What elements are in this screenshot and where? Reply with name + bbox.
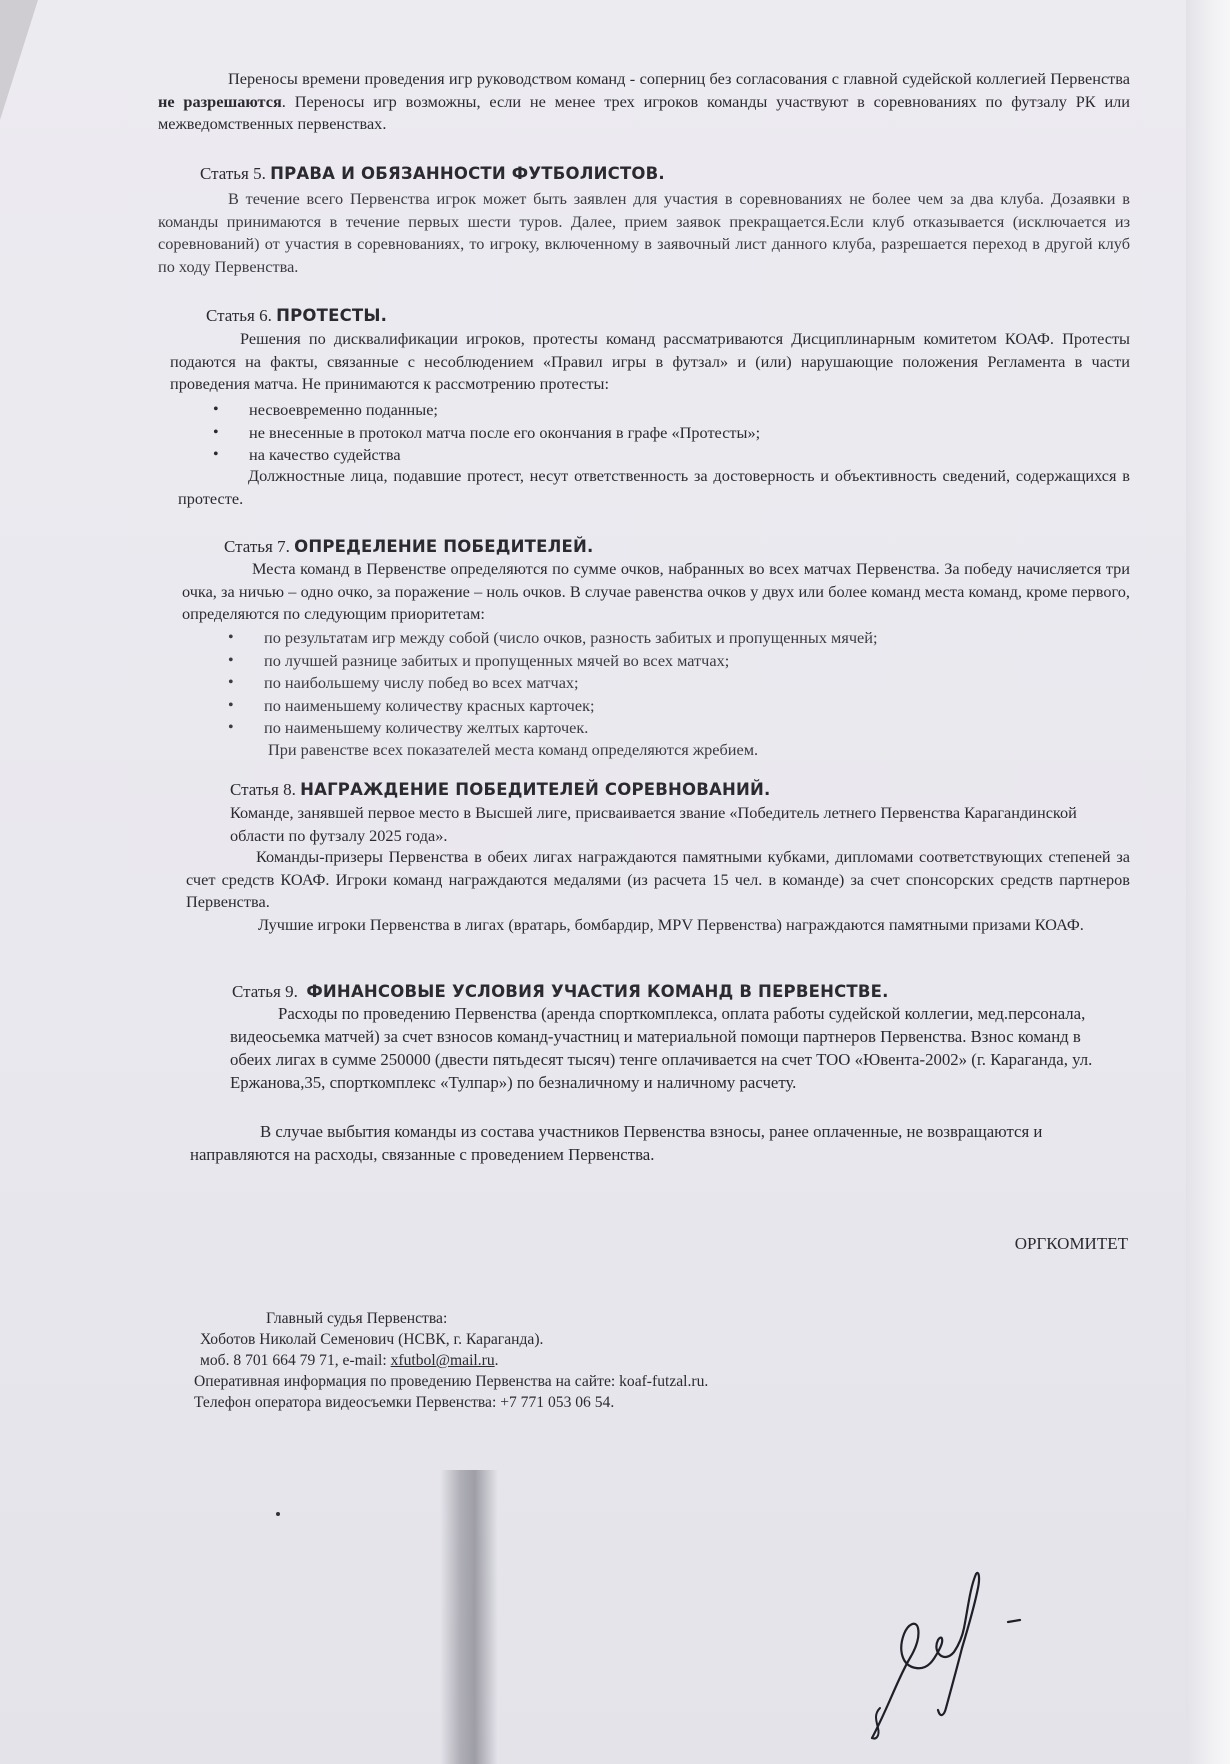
article-6-after: [178, 465, 1130, 510]
email-link[interactable]: xfutbol@mail.ru: [390, 1352, 495, 1369]
list-item: • по наименьшему количеству желтых карточек.: [228, 717, 1108, 740]
judge-phone: [194, 1350, 994, 1371]
article-6-after-text: Должностные лица, подавшие протест, несут ответственность за достоверность и объективность сведений, содержащихся в протесте.: [178, 466, 1130, 508]
article-9-p2: [190, 1120, 1096, 1166]
article-5-body: [158, 188, 1130, 278]
article-7-after-text: При равенстве всех показателей места команд определяются жребием.: [268, 740, 759, 759]
article-6-text: Решения по дисквалификации игроков, протесты команд рассматриваются Дисциплинарным комитетом КОАФ. Протесты подаются на факты, связанные с несоблюдением «Правил игры в футзал» и (или) нарушающие положения Регламента в части проведения матча. Не принимаются к рассмотрению протесты:: [170, 329, 1130, 393]
list-item: • по результатам игр между собой (число очков, разность забитых и пропущенных мячей;: [228, 627, 1108, 650]
list-item: • по лучшей разнице забитых и пропущенных мячей во всех матчах;: [228, 650, 1108, 673]
intro-text-b: . Переносы игр возможны, если не менее трех игроков команды участвуют в соревнованиях по футзалу РК или межведомственных первенствах.: [158, 91, 1130, 133]
intro-paragraph: [158, 68, 1130, 136]
article-5-text: В течение всего Первенства игрок может быть заявлен для участия в соревнованиях не более чем за два клуба. Дозаявки в команды принимаются в течение первых шести туров. Далее, прием заявок прекращается.Если клуб отказывается (исключается из соревнований) от участия в соревнованиях, то игроку, включенному в заявочный лист данного клуба, разрешается переход в другой клуб по ходу Первенства.: [158, 189, 1130, 276]
article-9-title: ФИНАНСОВЫЕ УСЛОВИЯ УЧАСТИЯ КОМАНД В ПЕРВЕНСТВЕ.: [306, 982, 889, 1001]
list-item: • по наибольшему числу побед во всех матчах;: [228, 672, 1108, 695]
article-9-p1-text: Расходы по проведению Первенства (аренда спорткомплекса, оплата работы судейской коллегии, мед.персонала, видеосьемка матчей) за счет взносов команд-участниц и материальной помощи партнеров Первенства. Взнос команд в обеих лигах в сумме 250000 (двести пятьдесят тысяч) тенге оплачивается на счет ТОО «Ювента-2002» (г. Караганда, ул. Ержанова,35, спорткомплекс «Тулпар») по безналичному и наличному расчету.: [230, 1004, 1093, 1092]
article-6-heading: [206, 304, 387, 328]
page-edge: [1186, 0, 1230, 1764]
contacts-block: [194, 1308, 994, 1413]
article-9-label: Статья 9.: [232, 982, 298, 1001]
article-8-p2-text: Команды-призеры Первенства в обеих лигах награждаются памятными кубками, дипломами соответствующих степеней за счет средств КОАФ. Игроки команд награждаются медалями (из расчета 15 чел. в команде) за счет спонсорских средств партнеров Первенства.: [186, 847, 1130, 911]
article-7-body: [182, 558, 1130, 626]
article-7-after: [268, 739, 1128, 762]
video-phone: Телефон оператора видеосъемки Первенства: +7 771 053 06 54.: [194, 1394, 615, 1411]
article-9-p2-text: В случае выбытия команды из состава участников Первенства взносы, ранее оплаченные, не возвращаются и направляются на расходы, связанные с проведением Первенства.: [190, 1122, 1043, 1164]
article-6-title: ПРОТЕСТЫ.: [276, 306, 388, 325]
article-8-p2: [186, 846, 1130, 914]
judge-name: Хоботов Николай Семенович (НСВК, г. Караганда).: [200, 1331, 544, 1348]
article-9-heading: [232, 980, 889, 1004]
list-item: • несвоевременно поданные;: [213, 399, 1113, 422]
intro-text-a: Переносы времени проведения игр руководством команд - соперниц без согласования с главной судейской коллегией Первенства: [228, 69, 1130, 88]
scan-shadow: [440, 1470, 498, 1764]
orgcommittee-label: ОРГКОМИТЕТ: [1014, 1234, 1128, 1253]
intro-bold: не разрешаются: [158, 91, 282, 111]
article-8-p3: [188, 914, 1130, 937]
article-9-p1: [230, 1002, 1096, 1094]
article-8-label: Статья 8.: [230, 780, 296, 799]
article-7-label: Статья 7.: [224, 537, 290, 556]
judge-title: Главный судья Первенства:: [266, 1310, 448, 1327]
article-5-title: ПРАВА И ОБЯЗАННОСТИ ФУТБОЛИСТОВ.: [270, 164, 665, 183]
article-8-p1-text: Команде, занявшей первое место в Высшей лиге, присваивается звание «Победитель летнего Первенства Карагандинской области по футзалу 2025 года».: [230, 803, 1077, 845]
signature-image: [858, 1568, 1038, 1748]
article-6-body: [170, 328, 1130, 396]
article-6-label: Статья 6.: [206, 306, 272, 325]
site-info: Оперативная информация по проведению Первенства на сайте: koaf-futzal.ru.: [194, 1373, 709, 1390]
list-item: • не внесенные в протокол матча после его окончания в графе «Протесты»;: [213, 422, 1113, 445]
article-8-title: НАГРАЖДЕНИЕ ПОБЕДИТЕЛЕЙ СОРЕВНОВАНИЙ.: [300, 780, 771, 799]
article-8-heading: [230, 778, 770, 802]
article-5-label: Статья 5.: [200, 164, 266, 183]
page-corner-fold: [0, 0, 38, 120]
article-7-heading: [224, 535, 593, 559]
phone-suffix: .: [494, 1352, 499, 1369]
list-item: • на качество судейства: [213, 444, 1113, 467]
phone-text: моб. 8 701 664 79 71, e-mail:: [200, 1352, 391, 1369]
article-6-list: [213, 399, 1113, 467]
list-item: • по наименьшему количеству красных карточек;: [228, 695, 1108, 718]
article-8-p1: [230, 802, 1090, 847]
article-8-p3-text: Лучшие игроки Первенства в лигах (вратарь, бомбардир, MPV Первенства) награждаются памятными призами КОАФ.: [258, 915, 1084, 934]
article-7-title: ОПРЕДЕЛЕНИЕ ПОБЕДИТЕЛЕЙ.: [294, 537, 594, 556]
article-7-text: Места команд в Первенстве определяются по сумме очков, набранных во всех матчах Первенства. За победу начисляется три очка, за ничью – одно очко, за поражение – ноль очков. В случае равенства очков у двух или более команд места команд, кроме первого, определяются по следующим приоритетам:: [182, 559, 1130, 623]
article-7-list: [228, 627, 1108, 740]
ink-dot: [276, 1512, 280, 1516]
article-5-heading: [200, 162, 665, 186]
